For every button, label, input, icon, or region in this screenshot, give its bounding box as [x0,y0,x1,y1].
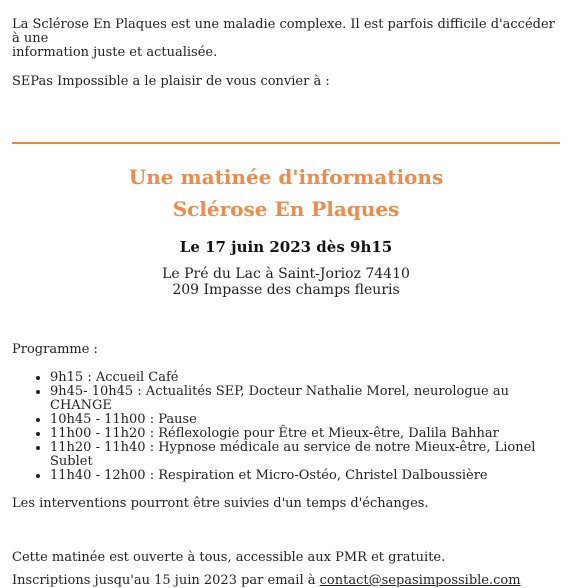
inscriptions-label: Inscriptions jusqu'au 15 juin 2023 par email à [12,573,320,588]
intro-line-1: La Sclérose En Plaques est une maladie complexe. Il est parfois difficile d'accéder à une [12,17,555,46]
list-item: • 10h45 - 11h00 : Pause [50,413,560,427]
open-text: Cette matinée est ouverte à tous, accessible aux PMR et gratuite. [12,550,446,565]
exchanges-text: Les interventions pourront être suivies d'un temps d'échanges. [12,496,429,511]
list-item: • 9h15 : Accueil Café [50,371,560,385]
programme-list [12,371,560,483]
email-link[interactable]: contact@sepasimpossible.com [319,573,521,588]
list-item: • 9h45- 10h45 : Actualités SEP, Docteur Nathalie Morel, neurologue au CHANGE [50,385,560,413]
list-item: • 11h20 - 11h40 : Hypnose médicale au service de notre Mieux-être, Lionel Sublet [50,441,560,469]
list-item: • 11h40 - 12h00 : Respiration et Micro-Ostéo, Christel Dalboussière [50,469,560,483]
list-item: • 11h00 - 11h20 : Réflexologie pour Être et Mieux-être, Dalila Bahhar [50,427,560,441]
invite-text: SEPas Impossible a le plaisir de vous convier à : [12,74,330,89]
event-date: Le 17 juin 2023 dès 9h15 [179,238,393,256]
intro-line-2: information juste et actualisée. [12,45,218,60]
event-title-line-2: Sclérose En Plaques [172,197,400,221]
programme-label: Programme : [12,342,98,357]
address-line-2: 209 Impasse des champs fleuris [172,282,400,298]
address-line-1: Le Pré du Lac à Saint-Jorioz 74410 [162,266,410,282]
inscriptions-text [12,574,560,588]
orange-divider [12,142,560,144]
event-address [12,266,560,298]
event-title-line-1: Une matinée d'informations [128,165,444,189]
event-title [12,161,560,225]
